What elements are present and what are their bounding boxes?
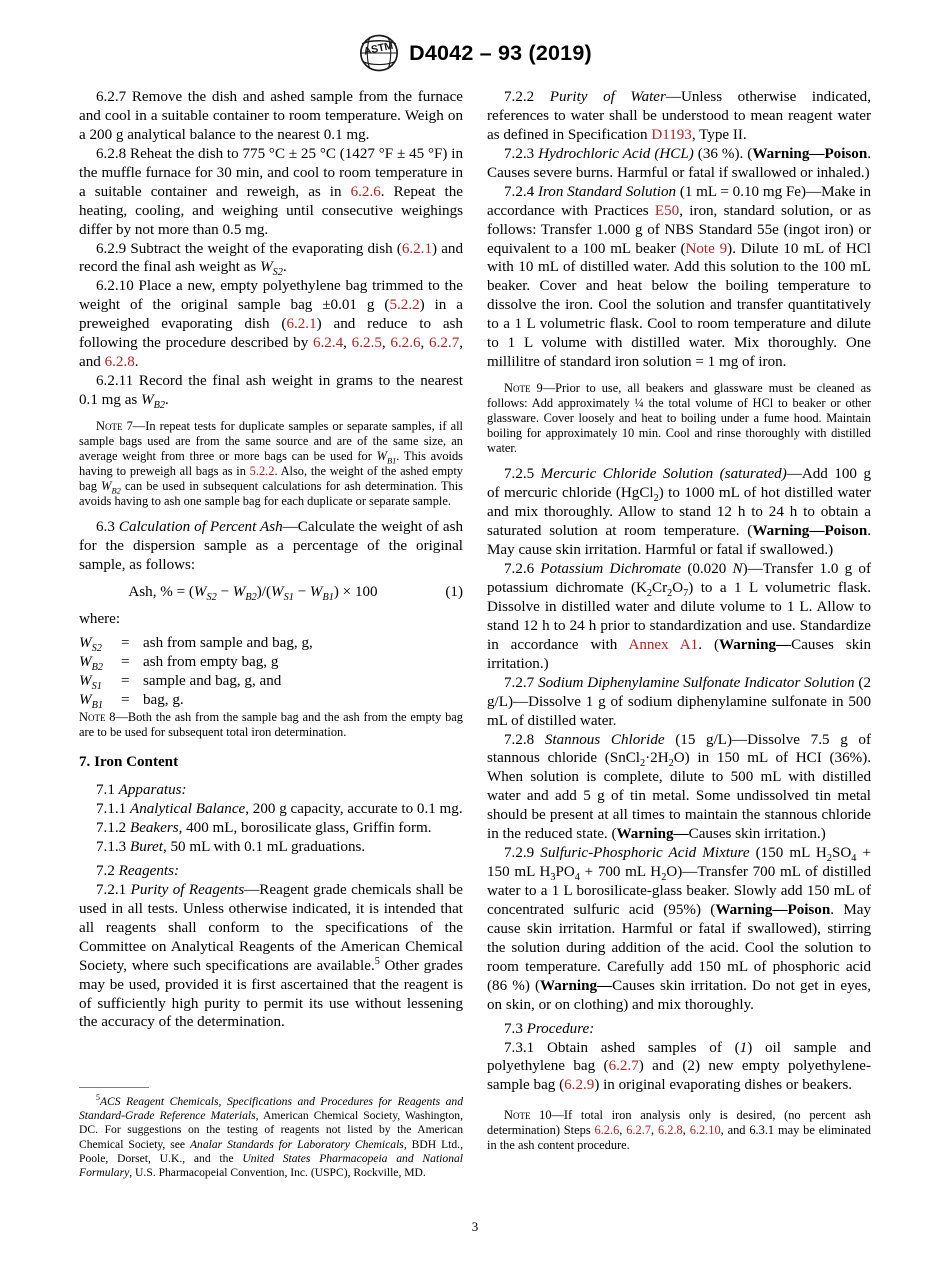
paragraph-6-2-8-text-a: 6.2.8 Reheat the dish to 775 °C ± 25 °C (1427 °F ± 45 °F) in the muffle furnace for 30 min, and cool to room temperature in a suitable container and reweigh, as in xyxy=(79,145,463,200)
paragraph-6-2-9 xyxy=(79,240,463,278)
formula-h2o-sub: 2 xyxy=(661,872,667,884)
paragraph-7-2-6-title: Potassium Dichromate xyxy=(540,561,682,578)
paragraph-7-2-9 xyxy=(487,844,871,1014)
where-definition: bag, g. xyxy=(143,692,184,709)
where-symbol xyxy=(79,672,121,691)
paragraph-7-3-number: 7.3 xyxy=(504,1020,527,1037)
note-10-label: Note xyxy=(504,1108,531,1123)
note-7-label: Note xyxy=(96,418,123,433)
where-symbol-subscript: B2 xyxy=(91,662,103,674)
astm-logo xyxy=(358,34,400,72)
note-10 xyxy=(487,1108,871,1153)
note-7-text-d: can be used in subsequent calculations for ash determination. This avoids having to ash one sample bag for each duplicate or separate sample. xyxy=(79,479,463,509)
paragraph-6-3-text: —Calculate the weight of ash for the dispersion sample as a percentage of the original sample, as follows: xyxy=(79,519,463,574)
formula-k2cr2o7-cr: Cr xyxy=(652,580,668,596)
page-header xyxy=(0,34,950,72)
xref-6-2-8-note10[interactable]: 6.2.8 xyxy=(657,1123,683,1138)
eq-w2: W xyxy=(232,584,246,601)
where-symbol-subscript: B1 xyxy=(91,700,103,712)
xref-6-2-6-b[interactable]: 6.2.6 xyxy=(390,335,421,352)
where-equals: = xyxy=(121,635,130,652)
footnote-text-1: , American Chemical Society, Washington, DC. For suggestions on the testing of reagents not listed by the American Chemical Society, see xyxy=(79,1109,463,1151)
xref-5-2-2[interactable]: 5.2.2 xyxy=(389,297,420,314)
note-8-text: 8—Both the ash from the sample bag and the ash from the empty bag are to be used for subsequent total iron determination. xyxy=(79,710,463,740)
formula-h3po4-sub2: 4 xyxy=(574,872,580,884)
paragraph-7-1-3-number: 7.1.3 xyxy=(96,839,130,855)
paragraph-7-2-6 xyxy=(487,560,871,674)
paragraph-7-1-1 xyxy=(79,800,463,819)
symbol-wb2-subscript: B2 xyxy=(153,400,166,412)
spacer xyxy=(487,456,871,465)
paragraph-7-2-9-text-c: Causes skin irritation. Do not get in eyes, on skin, or on clothing) and mix thoroughly. xyxy=(487,977,872,1013)
eq-minus2: − xyxy=(293,584,310,601)
document-title: D4042 – 93 (2019) xyxy=(409,40,592,65)
xref-note-9[interactable]: Note 9 xyxy=(685,240,728,257)
paragraph-6-2-7-text: 6.2.7 Remove the dish and ashed sample from the furnace and cool in a suitable container to room temperature. Weigh on a 200 g analytical balance to the nearest 0.1 mg. xyxy=(79,89,463,143)
paragraph-7-1-2 xyxy=(79,819,463,838)
footnote-marker-5[interactable]: 5 xyxy=(374,955,380,967)
footnote-number: 5 xyxy=(96,1093,100,1103)
where-row xyxy=(79,691,463,710)
paragraph-7-2-1-title: Purity of Reagents xyxy=(130,881,245,898)
paragraph-7-2-8-text-c: Causes skin irritation.) xyxy=(688,826,826,843)
paragraph-6-2-10-text-a: 6.2.10 Place a new, empty polyethylene bag trimmed to the weight of the original sample bag ±0.01 g ( xyxy=(79,278,463,314)
eq-w1: W xyxy=(193,584,207,601)
eq-minus1: − xyxy=(216,584,233,601)
paragraph-7-2-8-text-b: O) in 150 mL of HCI (36%). When solution is complete, dilute to 500 mL with distilled water and add 5 g of tin metal. Some undissolved tin metal should be present at all times to maintain the stannous chloride in the reduced state. ( xyxy=(487,750,871,843)
where-row xyxy=(79,653,463,672)
paragraph-7-2-2-number: 7.2.2 xyxy=(504,89,550,105)
paragraph-6-2-10-text-b: ) in a preweighed evaporating dish ( xyxy=(79,297,464,333)
paragraph-7-2-4 xyxy=(487,183,871,372)
paragraph-7-1-2-text: 400 mL, borosilicate glass, Griffin form. xyxy=(182,820,432,837)
paragraph-7-1-3 xyxy=(79,838,463,857)
paragraph-6-2-10 xyxy=(79,277,463,372)
symbol-wb2-note7-subscript: B2 xyxy=(111,485,121,496)
eq-mid: )/( xyxy=(256,584,272,601)
paragraph-7-2-4-text-a: (1 mL = 0.10 mg Fe)—Make in accordance with Practices xyxy=(487,183,871,219)
formula-k2cr2o7-sub3: 7 xyxy=(683,588,689,600)
paragraph-6-2-11-text-a: 6.2.11 Record the final ash weight in grams to the nearest 0.1 mg as xyxy=(79,373,463,408)
equation-1-body xyxy=(79,584,427,604)
warning-poison-label: Warning—Poison xyxy=(752,523,868,540)
paragraph-7-2-9-number: 7.2.9 xyxy=(504,845,541,862)
equation-1-number: (1) xyxy=(445,584,463,601)
symbol-ws2: W xyxy=(260,259,273,276)
warning-label: Warning— xyxy=(540,977,613,994)
paragraph-7-2-6-text-c: ) to a 1 L volumetric flask. Dissolve in distilled water and dilute volume to 1 L. Allow to stand 12 h to 24 h prior to standardization and use. Standardize in accordance with xyxy=(487,580,871,653)
paragraph-7-2-3 xyxy=(487,145,871,183)
formula-h2so4-h: (150 mL H xyxy=(749,845,827,862)
paragraph-7-2-7-number: 7.2.7 xyxy=(504,674,539,691)
xref-annex-a1[interactable]: Annex A1 xyxy=(628,636,699,653)
xref-6-2-9[interactable]: 6.2.9 xyxy=(564,1077,595,1094)
paragraph-7-2-3-text-a: (36 %). ( xyxy=(693,145,753,162)
where-symbol-letter: W xyxy=(79,654,92,671)
xref-6-2-6[interactable]: 6.2.6 xyxy=(350,183,381,200)
symbol-wb1-subscript: B1 xyxy=(386,455,397,466)
where-symbol-subscript: S1 xyxy=(91,681,102,693)
symbol-ws2-subscript: S2 xyxy=(272,267,283,279)
formula-k2cr2o7-sub2: 2 xyxy=(667,588,673,600)
paragraph-7-2 xyxy=(79,862,463,881)
paragraph-6-2-10-text-c: ) and reduce to ash following the procedure described by xyxy=(79,316,463,352)
paragraph-7-2-1-number: 7.2.1 xyxy=(96,881,131,898)
paragraph-7-1-2-number: 7.1.2 xyxy=(96,820,130,837)
sep-2: , xyxy=(381,335,391,352)
paragraph-7-2-8 xyxy=(487,731,871,845)
paragraph-7-1-1-text: 200 g capacity, accurate to 0.1 mg. xyxy=(249,801,463,818)
paragraph-7-2-1 xyxy=(79,881,463,1033)
paragraph-6-3 xyxy=(79,518,463,575)
where-symbol xyxy=(79,691,121,710)
where-symbol xyxy=(79,634,121,653)
where-symbol-letter: W xyxy=(79,673,92,690)
warning-poison-label: Warning—Poison xyxy=(752,145,868,162)
xref-d1193[interactable]: D1193 xyxy=(651,126,692,143)
paragraph-6-2-9-text-b: ) and record the final ash weight as xyxy=(79,240,463,276)
formula-k2cr2o7-sub1: 2 xyxy=(646,588,653,600)
spacer xyxy=(487,372,871,381)
footnote-title-1: ACS Reagent Chemicals, Specifications and Procedures for Reagents and Standard-Grade Reference Materials xyxy=(79,1095,463,1123)
paragraph-7-2-2-text-a: —Unless otherwise indicated, references to water shall be understood to mean reagent water as defined in Specification xyxy=(487,89,871,143)
formula-k2cr2o7-o: O xyxy=(672,580,684,596)
paragraph-7-2-3-number: 7.2.3 xyxy=(504,145,539,162)
xref-6-2-1-b[interactable]: 6.2.1 xyxy=(286,316,317,333)
paragraph-7-1-1-number: 7.1.1 xyxy=(96,801,130,818)
formula-h2so4-sub2: 4 xyxy=(851,853,857,865)
where-label: where: xyxy=(79,611,121,628)
symbol-wb2: W xyxy=(141,392,154,408)
paragraph-7-2-9-text-b: . May cause skin irritation. Harmful or fatal if swallowed), stirring the solution during addition of the acid. Cool the solution to room temperature. Carefully add 150 mL of phosphoric acid (86 %) ( xyxy=(487,901,872,994)
paragraph-7-3-title: Procedure: xyxy=(526,1020,595,1037)
formula-h3po4-sub1: 3 xyxy=(550,872,556,884)
left-column xyxy=(79,88,463,1218)
xref-6-2-6-note10[interactable]: 6.2.6 xyxy=(594,1123,620,1138)
paragraph-7-2-7 xyxy=(487,674,871,731)
sep-4: , and xyxy=(79,335,464,371)
paragraph-7-2-9-title: Sulfuric-Phosphoric Acid Mixture xyxy=(540,845,750,862)
eq-w4: W xyxy=(309,584,323,601)
note-7 xyxy=(79,419,463,509)
where-symbol-letter: W xyxy=(79,635,92,652)
paragraph-6-2-11 xyxy=(79,372,463,410)
paragraph-7-2-8-text-a: (15 g/L)—Dissolve 7.5 g of stannous chloride (SnCl xyxy=(487,731,871,767)
paragraph-7-2-2 xyxy=(487,88,871,145)
note-10-text-a: 10—If total iron analysis only is desired, (no percent ash determination) Steps xyxy=(487,1108,871,1138)
spacer xyxy=(79,772,463,781)
paragraph-7-2-number: 7.2 xyxy=(96,862,119,879)
xref-e50[interactable]: E50 xyxy=(654,202,680,219)
paragraph-6-2-9-text-a: 6.2.9 Subtract the weight of the evaporating dish ( xyxy=(96,240,402,257)
right-column xyxy=(487,88,871,1218)
note-7-text-c: . Also, the weight of the ashed empty bag xyxy=(79,464,463,494)
paragraph-7-2-2-text-b: , Type II. xyxy=(691,126,747,143)
paragraph-6-2-11-text-b: . xyxy=(165,392,169,408)
list-marker-1: 1 xyxy=(739,1039,748,1056)
where-equals: = xyxy=(121,673,130,690)
paragraph-7-1-3-text: 50 mL with 0.1 mL graduations. xyxy=(166,839,366,855)
section-7-heading: 7. Iron Content xyxy=(79,754,179,771)
warning-label: Warning— xyxy=(718,636,792,653)
paragraph-7-2-8-title: Stannous Chloride xyxy=(544,731,665,748)
formula-h3po4-po: PO xyxy=(555,864,575,881)
eq-w1-sub: S2 xyxy=(206,592,217,604)
sep-b: , xyxy=(651,1123,658,1138)
spacer xyxy=(79,601,463,610)
footnote-5 xyxy=(79,1095,463,1180)
paragraph-7-1-1-title: Analytical Balance, xyxy=(129,801,250,818)
svg-text:ASTM: ASTM xyxy=(362,39,395,58)
eq-w2-sub: B2 xyxy=(245,592,257,604)
footnote-title-3: United States Pharmacopeia and National Formulary xyxy=(79,1151,464,1179)
paragraph-7-2-title: Reagents: xyxy=(118,862,179,879)
xref-5-2-2-note7[interactable]: 5.2.2 xyxy=(249,464,275,479)
where-equals: = xyxy=(121,692,130,709)
paragraph-6-2-7 xyxy=(79,88,463,145)
paragraph-7-2-3-text-b: . Causes severe burns. Harmful or fatal if swallowed or inhaled.) xyxy=(487,145,872,181)
page-number: 3 xyxy=(471,1219,479,1234)
warning-poison-label: Warning—Poison xyxy=(715,901,831,918)
paragraph-7-2-6-text-a: (0.020 xyxy=(681,561,733,578)
paragraph-7-2-5-text-c: . May cause skin irritation. Harmful or fatal if swallowed.) xyxy=(487,523,871,559)
paragraph-7-1-number: 7.1 xyxy=(96,782,119,799)
paragraph-7-2-7-text: (2 g/L)—Dissolve 1 g of sodium diphenylamine sulfonate in 500 mL of distilled water. xyxy=(487,674,871,729)
sep-1: , xyxy=(343,335,352,352)
paragraph-7-3-1 xyxy=(487,1039,871,1096)
eq-w3: W xyxy=(271,584,284,601)
paragraph-7-2-5 xyxy=(487,465,871,560)
paragraph-7-2-2-title: Purity of Water xyxy=(549,89,666,105)
paragraph-7-2-5-title: Mercuric Chloride Solution (saturated) xyxy=(540,466,787,483)
formula-h3po4-h: + 150 mL H xyxy=(487,845,871,881)
paragraph-7-1-3-title: Buret, xyxy=(129,839,167,855)
paragraph-7-2-6-text-e: Causes skin irritation.) xyxy=(487,636,871,672)
where-definition: sample and bag, g, and xyxy=(143,673,282,690)
paragraph-7-2-6-text-b: )—Transfer 1.0 g of potassium dichromate (K xyxy=(487,561,871,596)
xref-6-2-7[interactable]: 6.2.7 xyxy=(429,335,460,352)
paragraph-7-2-1-text-a: —Reagent grade chemicals shall be used in all tests. Unless otherwise indicated, it is intended that all reagents shall conform to the specifications of the Committee on Analytical Reagents of the American Chemical Society, where such specifications are available. xyxy=(79,881,463,974)
formula-h2so4-sub1: 2 xyxy=(826,853,832,865)
note-9-label: Note xyxy=(504,381,531,396)
where-symbol-letter: W xyxy=(79,692,92,709)
formula-h2o-h: + 700 mL H xyxy=(579,864,662,881)
note-8-label: Note xyxy=(79,710,106,725)
xref-6-2-10-note10[interactable]: 6.2.10 xyxy=(689,1123,721,1138)
equation-1-row xyxy=(79,584,463,604)
paragraph-7-2-9-text-a: O)—Transfer 700 mL of distilled water to a 1 L borosilicate-glass beaker. Slowly add 150 mL of concentrated sulfuric acid (95%) ( xyxy=(487,864,871,918)
xref-6-2-5[interactable]: 6.2.5 xyxy=(351,335,382,352)
spacer xyxy=(487,1095,871,1108)
paragraph-7-3-1-text-b: ) oil sample and polyethylene bag ( xyxy=(487,1039,872,1075)
xref-6-2-7-note10[interactable]: 6.2.7 xyxy=(626,1123,651,1138)
where-equals: = xyxy=(121,654,130,671)
paragraph-6-2-8-text-b: . Repeat the heating, cooling, and weighing until consecutive weighings differ by not more than 0.5 mg. xyxy=(79,183,463,238)
formula-h2so4-so: SO xyxy=(831,845,852,862)
paragraph-6-2-8 xyxy=(79,145,463,240)
footnote-title-2: Analar Standards for Laboratory Chemicals xyxy=(189,1137,404,1151)
symbol-wb1: W xyxy=(376,449,387,464)
spacer xyxy=(79,410,463,419)
note-8 xyxy=(79,710,463,740)
paragraph-7-2-6-text-d: . ( xyxy=(698,636,719,653)
paragraph-7-2-5-text-b: ) to 1000 mL of hot distilled water and mix thoroughly. Allow to stand 12 h to 24 h to obtain a saturated solution at room temperature. ( xyxy=(487,485,871,540)
paragraph-7-1-2-title: Beakers, xyxy=(129,820,183,837)
sep-a: , xyxy=(619,1123,627,1138)
note-7-text-b: . This avoids having to preweigh all bags as in xyxy=(79,449,463,479)
spacer xyxy=(79,575,463,584)
paragraph-7-1 xyxy=(79,781,463,800)
formula-sncl2-h: ·2H xyxy=(645,750,669,767)
eq-w4-sub: B1 xyxy=(322,592,334,604)
warning-label: Warning— xyxy=(616,826,689,843)
paragraph-7-3-1-text-c: ) and (2) new empty polyethylene-sample bag ( xyxy=(487,1058,872,1094)
paragraph-7-2-4-text-c: ). Dilute 10 mL of HCl with 10 mL of distilled water. Add this solution to the 100 mL beaker. Cover and heat below the boiling temperature to dissolve the iron. Cool the solution and transfer quantitatively to a 1 L volumetric flask. Cool to room temperature and dilute to 1 L volume with distilled water. Mix thoroughly. One millilitre of standard iron solution = 1 mg of iron. xyxy=(487,240,871,371)
paragraph-7-2-1-text-b: Other grades may be used, provided it is first ascertained that the reagent is of sufficiently high purity to permit its use without lessening the accuracy of the determination. xyxy=(79,957,463,1031)
paragraph-7-2-6-number: 7.2.6 xyxy=(504,561,541,578)
footnote-zone xyxy=(79,1087,463,1180)
eq-w3-sub: S1 xyxy=(283,592,294,604)
where-symbol xyxy=(79,653,121,672)
spacer xyxy=(79,509,463,518)
formula-sncl2-sub1: 2 xyxy=(640,758,646,770)
formula-sncl2-sub2: 2 xyxy=(668,758,674,770)
paragraph-7-3-1-text-d: ) in original evaporating dishes or beakers. xyxy=(594,1077,853,1094)
paragraph-6-2-9-text-c: . xyxy=(282,259,287,276)
paragraph-7-2-4-title: Iron Standard Solution xyxy=(537,183,677,200)
sep-c: , xyxy=(682,1123,690,1138)
xref-6-2-8[interactable]: 6.2.8 xyxy=(104,354,135,371)
paragraph-6-3-title: Calculation of Percent Ash xyxy=(118,519,283,536)
footnote-rule xyxy=(79,1087,149,1088)
paragraph-7-2-7-title: Sodium Diphenylamine Sulfonate Indicator Solution xyxy=(538,674,855,691)
formula-hgcl2-subscript: 2 xyxy=(653,493,659,505)
eq-tail: ) × 100 xyxy=(333,584,378,601)
xref-6-2-7-b[interactable]: 6.2.7 xyxy=(608,1058,639,1075)
where-definition: ash from sample and bag, g, xyxy=(143,635,313,652)
spacer xyxy=(79,740,463,753)
paragraph-7-2-4-number: 7.2.4 xyxy=(504,183,538,200)
where-row xyxy=(79,634,463,653)
footnote-text-3: , U.S. Pharmacopeial Convention, Inc. (USPC), Rockville, MD. xyxy=(129,1165,426,1179)
paragraph-7-3-1-text-a: 7.3.1 Obtain ashed samples of ( xyxy=(504,1039,740,1056)
paragraph-6-2-10-text-end: . xyxy=(134,354,139,371)
normality-symbol: N xyxy=(732,561,743,578)
sep-3: , xyxy=(420,335,430,352)
paragraph-7-3 xyxy=(487,1020,871,1039)
paragraph-7-2-3-title: Hydrochloric Acid (HCL) xyxy=(538,145,694,162)
paragraph-7-2-5-text-a: —Add 100 g of mercuric chloride (HgCl xyxy=(487,466,871,502)
paragraph-7-2-4-text-b: , iron, standard solution, or as follows: Transfer 1.000 g of NBS Standard 55e (ingot iron) or equivalent to a 100 mL beaker ( xyxy=(487,202,871,257)
paragraph-7-2-5-number: 7.2.5 xyxy=(504,466,541,483)
paragraph-7-1-title: Apparatus: xyxy=(118,782,187,799)
two-column-body xyxy=(0,88,950,1218)
where-list xyxy=(79,634,463,710)
symbol-wb2-note7: W xyxy=(101,479,112,494)
footnote-text-2: , BDH Ltd., Poole, Dorset, U.K., and the xyxy=(79,1137,463,1165)
where-definition: ash from empty bag, g xyxy=(143,654,279,671)
where-symbol-subscript: S2 xyxy=(91,643,102,655)
note-9 xyxy=(487,381,871,456)
note-9-text: 9—Prior to use, all beakers and glassware must be cleaned as follows: Add approximately ¼ the total volume of HCl to beaker or other glassware. Cover loosely and heat to boiling under a fume hood. Maintain boiling for approximately 10 min. Cool and rinse thoroughly with distilled water. xyxy=(487,381,871,456)
note-7-text-a: 7—In repeat tests for duplicate samples or separate samples, if all sample bags used are from the same source and are of the same size, an average weight from three or more bags can be used for xyxy=(79,418,463,464)
xref-6-2-4[interactable]: 6.2.4 xyxy=(312,335,344,352)
eq-lead: Ash, % = ( xyxy=(128,584,194,601)
paragraph-6-3-number: 6.3 xyxy=(96,519,119,536)
xref-6-2-1[interactable]: 6.2.1 xyxy=(401,240,432,257)
paragraph-7-2-8-number: 7.2.8 xyxy=(504,731,545,748)
note-10-text-b: , and 6.3.1 may be eliminated in the ash content procedure. xyxy=(487,1123,871,1153)
where-row xyxy=(79,672,463,691)
